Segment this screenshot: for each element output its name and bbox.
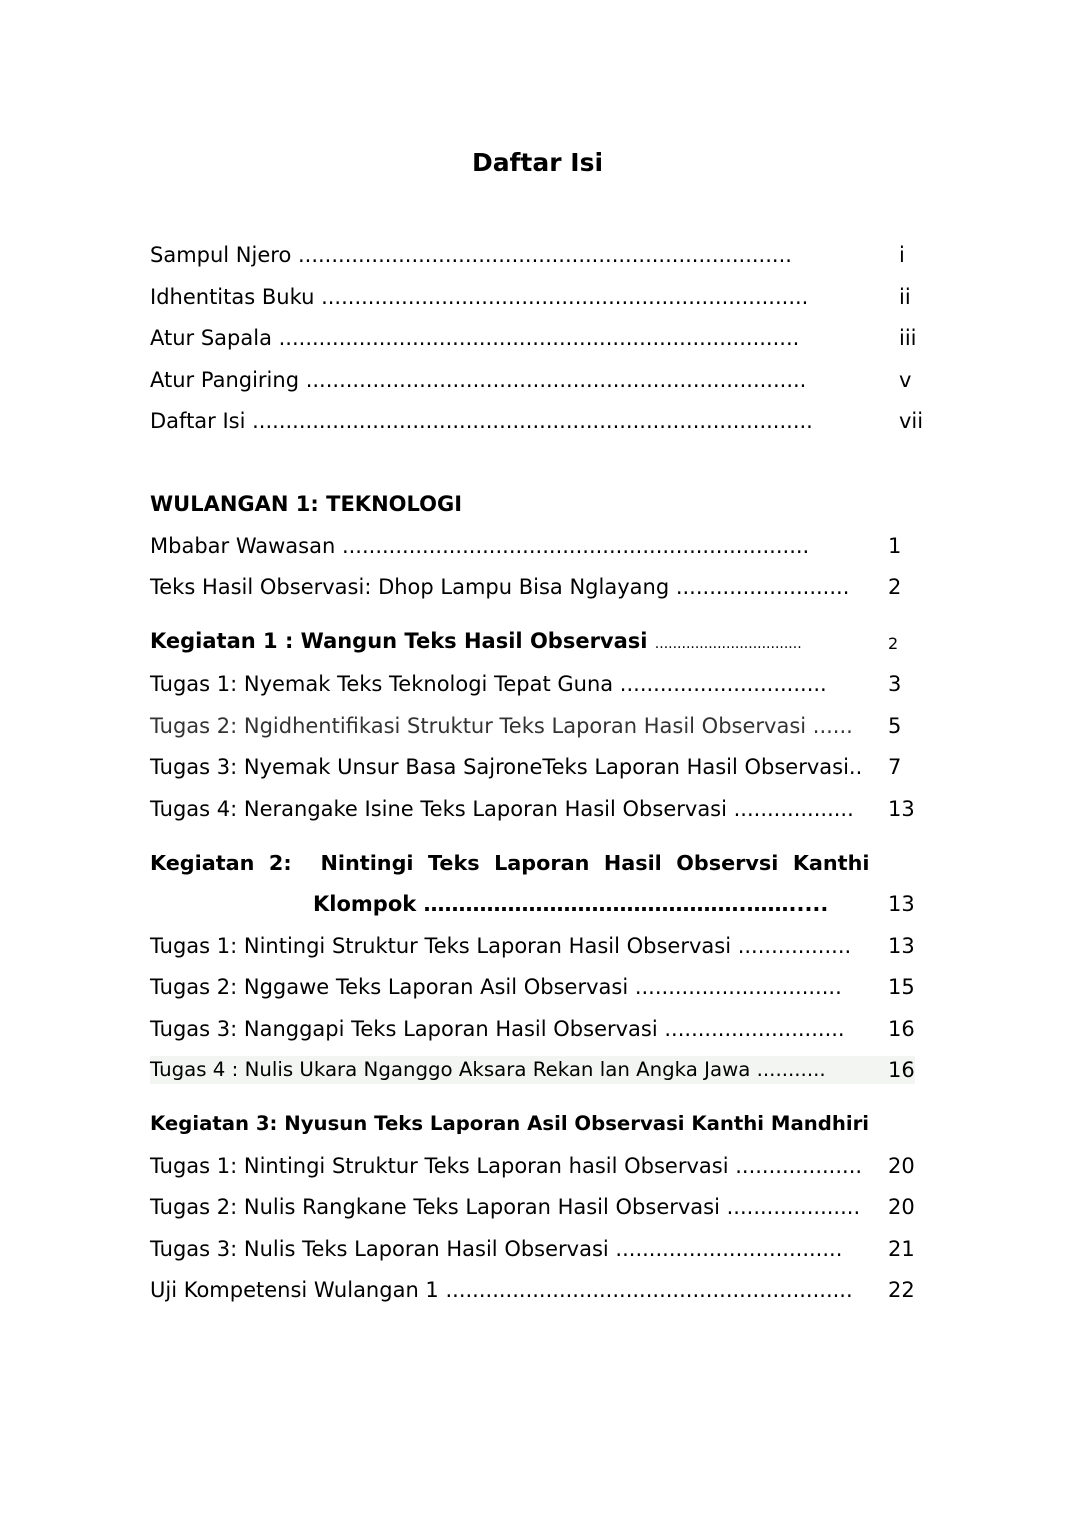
toc-entry-page: 1 [888,534,902,558]
toc-entry-page: i [899,243,905,267]
toc-entry-page: 2 [888,634,899,653]
section-heading-dots: ................................. [654,636,802,652]
section-heading-title: Kegiatan 1 : Wangun Teks Hasil Observasi [150,629,648,653]
toc-entry-text: Tugas 1: Nintingi Struktur Teks Laporan hasil Observasi ................... [150,1154,863,1178]
toc-entry-page: 21 [888,1237,915,1261]
page-title: Daftar Isi [471,148,604,177]
toc-entry-page: 16 [888,1017,915,1041]
toc-entry-text: Atur Sapala .............................................................................. [150,326,800,350]
section-heading-kegiatan-1 [150,627,802,658]
toc-entry-text: Tugas 4 : Nulis Ukara Nganggo Aksara Rekan lan Angka Jawa ........... [150,1056,915,1084]
toc-entry-page: 13 [888,892,915,916]
toc-entry-text: Tugas 4: Nerangake Isine Teks Laporan Hasil Observasi .................. [150,797,854,821]
section-heading-kegiatan-2-cont: Klompok ……………………………………….……..... [313,892,829,916]
toc-entry-text: Tugas 2: Nggawe Teks Laporan Asil Observasi ............................... [150,975,842,999]
toc-entry-page: 7 [888,755,902,779]
toc-entry-page: 3 [888,672,902,696]
toc-entry-page: vii [899,409,924,433]
toc-entry-text: Tugas 2: Ngidhentifikasi Struktur Teks Laporan Hasil Observasi ...... [150,714,853,738]
toc-entry-page: 15 [888,975,915,999]
toc-entry-text: Daftar Isi .................................................................................... [150,409,813,433]
toc-entry-text: Atur Pangiring ........................................................................... [150,368,807,392]
toc-entry-text: Tugas 3: Nulis Teks Laporan Hasil Observasi .................................. [150,1237,843,1261]
chapter-heading: WULANGAN 1: TEKNOLOGI [150,492,463,516]
toc-entry-page: ii [899,285,911,309]
toc-entry-page: 16 [888,1058,915,1082]
toc-entry-page: iii [899,326,917,350]
toc-entry-text: Tugas 1: Nintingi Struktur Teks Laporan Hasil Observasi ................. [150,934,852,958]
toc-entry-text: Uji Kompetensi Wulangan 1 ............................................................. [150,1278,853,1302]
toc-entry-text: Sampul Njero .......................................................................... [150,243,792,267]
toc-entry-page: 20 [888,1154,915,1178]
toc-entry-text: Tugas 3: Nanggapi Teks Laporan Hasil Observasi ........................... [150,1017,845,1041]
toc-entry-text: Mbabar Wawasan ...................................................................... [150,534,810,558]
toc-entry-page: 22 [888,1278,915,1302]
toc-entry-page: 20 [888,1195,915,1219]
toc-entry-page: 13 [888,934,915,958]
toc-entry-text: Tugas 1: Nyemak Teks Teknologi Tepat Guna ............................... [150,672,827,696]
toc-entry-text: Teks Hasil Observasi: Dhop Lampu Bisa Nglayang .......................... [150,575,850,599]
toc-entry-page: 2 [888,575,902,599]
section-heading-kegiatan-3: Kegiatan 3: Nyusun Teks Laporan Asil Observasi Kanthi Mandhiri [150,1112,870,1135]
toc-entry-text: Tugas 3: Nyemak Unsur Basa SajroneTeks Laporan Hasil Observasi.. [150,755,863,779]
toc-entry-text: Idhentitas Buku ......................................................................... [150,285,809,309]
toc-entry-page: v [899,368,912,392]
toc-entry-page: 13 [888,797,915,821]
toc-entry-text: Tugas 2: Nulis Rangkane Teks Laporan Hasil Observasi .................... [150,1195,861,1219]
toc-entry-page: 5 [888,714,902,738]
section-heading-kegiatan-2: Kegiatan 2: Nintingi Teks Laporan Hasil Observsi Kanthi [150,851,870,875]
